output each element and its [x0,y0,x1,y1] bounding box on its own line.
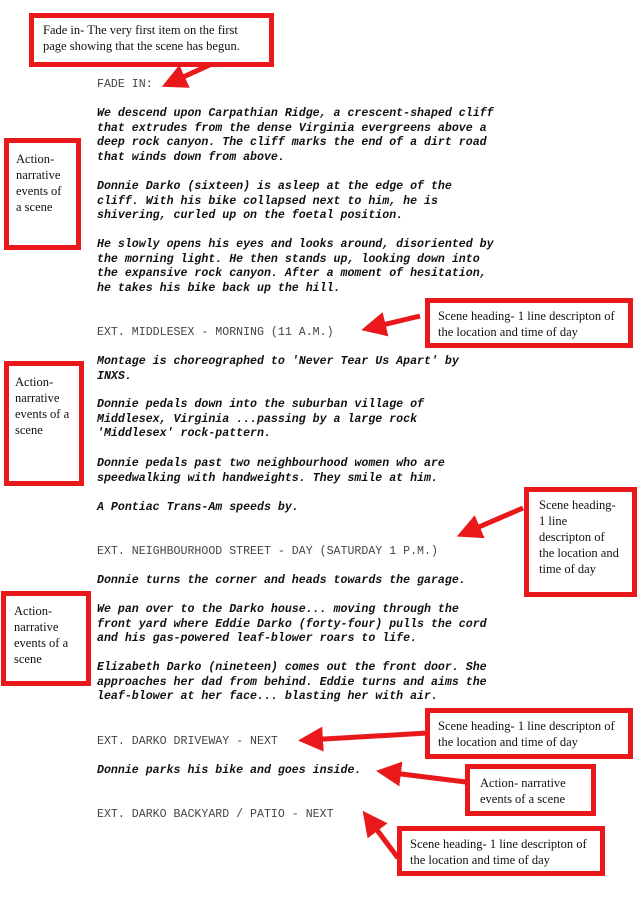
fade-in-annotation [29,13,274,67]
scene-heading-annotation-2 [524,487,637,597]
scene-heading-1: EXT. MIDDLESEX - MORNING (11 A.M.) [97,326,334,339]
action-paragraph-2: Donnie Darko (sixteen) is asleep at the edge of the cliff. With his bike collapsed next to him, he is shivering, curled up on the foetal position. [97,180,452,223]
action-annotation-4-text: Action- narrative events of a scene [480,776,566,806]
scene-heading-annotation-4-text: Scene heading- 1 line descripton of the location and time of day [410,837,587,867]
scene-heading-annotation-4 [397,826,605,876]
action-paragraph-4: Montage is choreographed to 'Never Tear Us Apart' by INXS. [97,355,459,383]
action-paragraph-5: Donnie pedals down into the suburban village of Middlesex, Virginia ...passing by a large rock 'Middlesex' rock-pattern. [97,398,424,441]
scene-heading-4: EXT. DARKO BACKYARD / PATIO - NEXT [97,808,334,821]
scene-heading-annotation-2-text: Scene heading- 1 line descripton of the location and time of day [539,498,619,576]
action-annotation-2 [4,361,84,486]
action-annotation-1-text: Action- narrative events of a scene [16,152,62,214]
action-annotation-3-text: Action- narrative events of a scene [14,604,69,666]
action-paragraph-8: Donnie turns the corner and heads towards the garage. [97,574,466,587]
scene-heading-annotation-1 [425,298,633,348]
action-paragraph-7: A Pontiac Trans-Am speeds by. [97,501,299,514]
action-paragraph-11: Donnie parks his bike and goes inside. [97,764,362,777]
arrow-heading-2 [465,508,523,533]
scene-heading-annotation-3-text: Scene heading- 1 line descripton of the location and time of day [438,719,615,749]
action-annotation-3 [1,591,91,686]
action-annotation-2-text: Action- narrative events of a scene [15,375,70,437]
fade-in-text: FADE IN: [97,78,153,91]
action-paragraph-1: We descend upon Carpathian Ridge, a crescent-shaped cliff that extrudes from the dense Virginia evergreens above a deep rock canyon. The cliff marks the end of a dirt road that winds down from above. [97,107,494,164]
action-paragraph-6: Donnie pedals past two neighbourhood women who are speedwalking with handweights. They smile at him. [97,457,445,485]
scene-heading-annotation-3 [425,708,633,759]
arrow-heading-1 [370,316,420,328]
action-annotation-4 [465,764,596,816]
action-paragraph-3: He slowly opens his eyes and looks around, disoriented by the morning light. He then stands up, looking down into the expansive rock canyon. After a moment of hesitation, he takes his bike back up the hill. [97,238,494,295]
arrow-heading-3 [307,733,428,740]
action-paragraph-9: We pan over to the Darko house... moving through the front yard where Eddie Darko (forty-four) pulls the cord and his gas-powered leaf-blower roars to life. [97,603,487,646]
arrow-action-right [385,772,466,782]
action-paragraph-10: Elizabeth Darko (nineteen) comes out the front door. She approaches her dad from behind. Eddie turns and aims the leaf-blower at her face... blasting her with air. [97,661,487,704]
scene-heading-2: EXT. NEIGHBOURHOOD STREET - DAY (SATURDAY 1 P.M.) [97,545,438,558]
scene-heading-3: EXT. DARKO DRIVEWAY - NEXT [97,735,278,748]
arrow-heading-4 [368,818,398,858]
fade-in-annotation-text: Fade in- The very first item on the first page showing that the scene has begun. [43,23,240,53]
scene-heading-annotation-1-text: Scene heading- 1 line descripton of the location and time of day [438,309,615,339]
action-annotation-1 [4,138,81,250]
